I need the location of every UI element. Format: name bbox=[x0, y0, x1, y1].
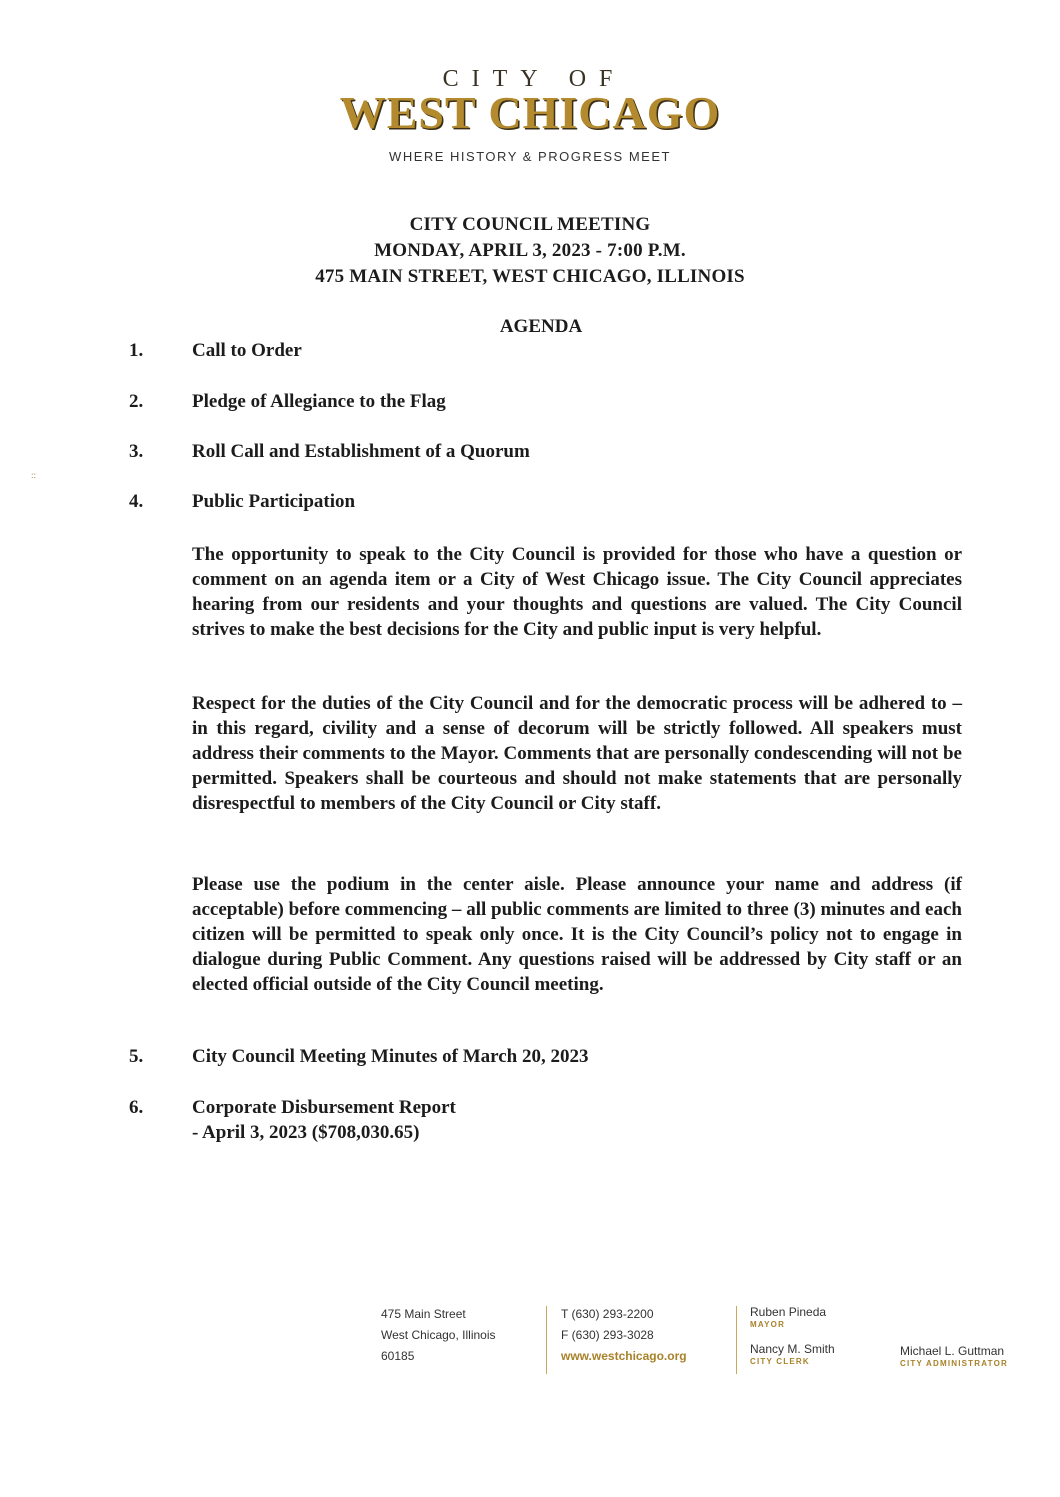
footer-official-mayor bbox=[750, 1304, 826, 1330]
public-participation-paragraph: The opportunity to speak to the City Council is provided for those who have a question or comment on an agenda item or a City of West Chicago issue. The City Council appreciates hearing from our residents and your thoughts and questions are valued. The City Council strives to make the best decisions for the City and public input is very helpful. bbox=[192, 544, 962, 640]
address-line: West Chicago, Illinois bbox=[381, 1328, 496, 1342]
official-role: MAYOR bbox=[750, 1320, 786, 1329]
public-participation-paragraph: Respect for the duties of the City Council and for the democratic process will be adhered to – in this regard, civility and a sense of decorum will be strictly followed. All speakers must address their comments to the Mayor. Comments that are personally condescending will not be permitted. Speakers shall be courteous and should not make statements that are personally disrespectful to members of the City Council or City staff. bbox=[192, 693, 962, 814]
official-role: CITY ADMINISTRATOR bbox=[900, 1359, 1008, 1368]
agenda-item-label: Pledge of Allegiance to the Flag bbox=[192, 391, 446, 412]
margin-mark: :: bbox=[31, 470, 37, 480]
footer-official-administrator bbox=[900, 1343, 1008, 1369]
address-line: 475 Main Street bbox=[381, 1307, 466, 1321]
agenda-item-number: 4. bbox=[129, 491, 144, 512]
agenda-item-number: 2. bbox=[129, 391, 144, 412]
public-participation-paragraph: Please use the podium in the center aisle. Please announce your name and address (if acceptable) before commencing – all public comments are limited to three (3) minutes and each citizen will be permitted to speak only once. It is the City Council’s policy not to engage in dialogue during Public Comment. Any questions raised will be addressed by City staff or an elected official outside of the City Council meeting. bbox=[192, 874, 962, 995]
official-name: Nancy M. Smith bbox=[750, 1342, 835, 1356]
agenda-title: AGENDA bbox=[499, 316, 583, 337]
agenda-item-label: Call to Order bbox=[192, 340, 302, 361]
footer-divider bbox=[736, 1306, 737, 1374]
agenda-item-number: 5. bbox=[129, 1046, 144, 1067]
footer-official-clerk bbox=[750, 1341, 835, 1367]
meeting-location: 475 MAIN STREET, WEST CHICAGO, ILLINOIS bbox=[315, 266, 745, 287]
footer-address bbox=[381, 1304, 496, 1367]
logo-city-of: CITY OF bbox=[442, 66, 626, 92]
agenda-item-label: Roll Call and Establishment of a Quorum bbox=[192, 441, 530, 462]
agenda-item-label: Corporate Disbursement Report bbox=[192, 1097, 456, 1118]
official-role: CITY CLERK bbox=[750, 1357, 810, 1366]
agenda-item-number: 6. bbox=[129, 1097, 144, 1118]
meeting-title: CITY COUNCIL MEETING bbox=[409, 214, 651, 235]
fax-number: F (630) 293-3028 bbox=[561, 1328, 654, 1342]
meeting-date-time: MONDAY, APRIL 3, 2023 - 7:00 P.M. bbox=[374, 240, 686, 261]
agenda-item-number: 3. bbox=[129, 441, 144, 462]
agenda-item-sublabel: - April 3, 2023 ($708,030.65) bbox=[192, 1122, 420, 1143]
footer-contact bbox=[561, 1304, 687, 1367]
tagline: WHERE HISTORY & PROGRESS MEET bbox=[389, 149, 671, 164]
official-name: Michael L. Guttman bbox=[900, 1344, 1005, 1358]
official-name: Ruben Pineda bbox=[750, 1305, 827, 1319]
agenda-item-label: City Council Meeting Minutes of March 20, 2023 bbox=[192, 1046, 589, 1067]
agenda-item-label: Public Participation bbox=[192, 491, 356, 512]
agenda-item-number: 1. bbox=[129, 340, 144, 361]
website-link[interactable]: www.westchicago.org bbox=[561, 1349, 687, 1363]
logo-city-name: WEST CHICAGO bbox=[339, 87, 721, 138]
phone-number: T (630) 293-2200 bbox=[561, 1307, 654, 1321]
address-line: 60185 bbox=[381, 1349, 415, 1363]
footer-divider bbox=[546, 1306, 547, 1374]
